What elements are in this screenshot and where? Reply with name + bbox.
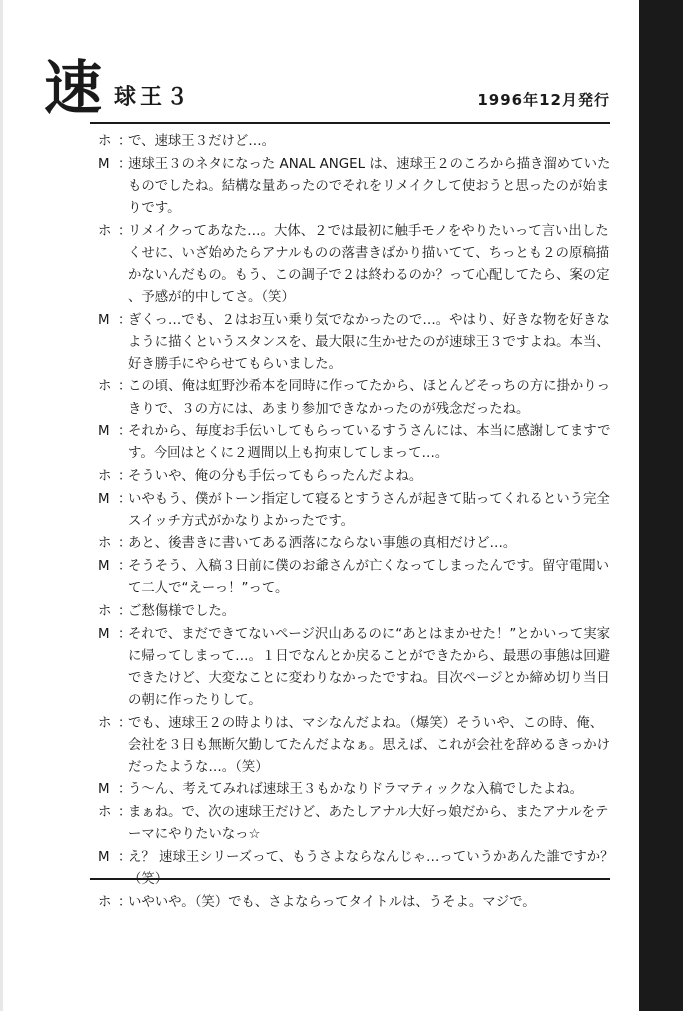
dialogue-text: 速球王３のネタになった ANAL ANGEL は、速球王２のころから描き溜めていたものでしたね。結構な量あったのでそれをリメイクして使おうと思ったのが始まりです。 [128, 156, 611, 216]
dialogue-text: う～ん、考えてみれば速球王３もかなりドラマティックな入稿でしたよね。 [128, 782, 584, 798]
title-subtitle: 球王３ [114, 85, 193, 110]
speaker-colon: ： [118, 156, 132, 172]
speaker-label: M [98, 626, 110, 642]
dialogue-line [98, 466, 614, 488]
dialogue-line [98, 533, 614, 555]
dialogue-text: ご愁傷様でした。 [128, 603, 236, 619]
page-edge-bar [639, 0, 683, 1011]
dialogue-text: まぁね。で、次の速球王だけど、あたしアナル大好っ娘だから、またアナルをテーマにやりたいなっ☆ [128, 805, 609, 843]
speaker-label: ホ [98, 894, 112, 910]
dialogue-list [98, 131, 614, 914]
dialogue-line [98, 131, 614, 153]
dialogue-text: リメイクってあなた…。大体、２では最初に触手モノをやりたいって言い出したくせに、いざ始めたらアナルものの落書きばかり描いてて、ちっとも２の原稿描かないんだもの。もう、この調子で２は終わるのか？って心配してたら、案の定、予感が的中してさ。（笑） [128, 223, 610, 305]
speaker-colon: ： [118, 424, 132, 440]
speaker-colon: ： [118, 468, 132, 484]
speaker-colon: ： [118, 134, 132, 149]
dialogue-line [98, 376, 614, 420]
speaker-colon: ： [118, 603, 132, 619]
dialogue-line [98, 421, 614, 465]
dialogue-text: いやもう、僕がトーン指定して寝るとすうさんが起きて貼ってくれるという完全スイッチ方式がかなりよかったです。 [128, 491, 610, 529]
dialogue-line [98, 779, 614, 801]
speaker-label: ホ [98, 379, 112, 395]
speaker-label: M [98, 312, 110, 328]
dialogue-text: そういや、俺の分も手伝ってもらったんだよね。 [128, 468, 423, 484]
speaker-colon: ： [118, 223, 132, 239]
dialogue-text: そうそう、入稿３日前に僕のお爺さんが亡くなってしまったんです。留守電聞いて二人で“えーっ！”って。 [128, 559, 609, 597]
speaker-label: ホ [98, 223, 112, 239]
speaker-label: M [98, 849, 110, 865]
title-large-kanji: 速 [44, 54, 103, 122]
dialogue-line [98, 556, 614, 600]
speaker-label: M [98, 424, 110, 440]
dialogue-text: この頃、俺は虹野沙希本を同時に作ってたから、ほとんどそっちの方に掛かりっきりで、３の方には、あまり参加できなかったのが残念だったね。 [128, 379, 611, 417]
dialogue-line [98, 624, 614, 712]
speaker-label: ホ [98, 468, 112, 484]
speaker-colon: ： [118, 805, 132, 821]
dialogue-line [98, 221, 614, 309]
speaker-label: M [98, 156, 110, 172]
speaker-label: M [98, 491, 110, 507]
dialogue-text: でも、速球王２の時よりは、マシなんだよね。（爆笑）そういや、この時、俺、会社を３日も無断欠勤してたんだよなぁ。思えば、これが会社を辞めるきっかけだったような…。（笑） [128, 715, 611, 775]
speaker-colon: ： [118, 559, 132, 575]
top-divider [90, 122, 610, 124]
speaker-colon: ： [118, 894, 132, 910]
speaker-colon: ： [118, 312, 132, 328]
speaker-label: ホ [98, 805, 112, 821]
dialogue-line [98, 892, 614, 914]
speaker-label: ホ [98, 715, 112, 731]
speaker-label: M [98, 782, 110, 798]
speaker-colon: ： [118, 715, 132, 731]
dialogue-line [98, 713, 614, 779]
speaker-colon: ： [118, 782, 132, 798]
speaker-colon: ： [118, 536, 132, 552]
speaker-colon: ： [118, 491, 132, 507]
dialogue-line [98, 847, 614, 891]
publication-date: 1996年12月発行 [477, 91, 610, 109]
scan-edge [0, 0, 3, 1011]
dialogue-line [98, 489, 614, 533]
speaker-label: ホ [98, 603, 112, 619]
dialogue-text: それで、まだできてないページ沢山あるのに“あとはまかせた！”とかいって実家に帰ってしまって…。１日でなんとか戻ることができたから、最悪の事態は回避できたけど、大変なことに変わりなかったですね。目次ページとか締め切り当日の朝に作ったりして。 [128, 626, 611, 708]
dialogue-line [98, 601, 614, 623]
dialogue-text: あと、後書きに書いてある洒落にならない事態の真相だけど…。 [128, 536, 517, 552]
speaker-label: ホ [98, 536, 112, 552]
speaker-colon: ： [118, 849, 132, 865]
speaker-label: ホ [98, 134, 112, 149]
bottom-divider [90, 878, 610, 880]
speaker-colon: ： [118, 626, 132, 642]
dialogue-text: で、速球王３だけど…。 [128, 134, 276, 149]
dialogue-text: いやいや。（笑）でも、さよならってタイトルは、うそよ。マジで。 [128, 894, 536, 910]
dialogue-line [98, 310, 614, 376]
speaker-colon: ： [118, 379, 132, 395]
dialogue-text: それから、毎度お手伝いしてもらっているすうさんには、本当に感謝してますです。今回はとくに２週間以上も拘束してしまって…。 [128, 424, 611, 462]
dialogue-text: ぎくっ…でも、２はお互い乗り気でなかったので…。やはり、好きな物を好きなように描くというスタンスを、最大限に生かせたのが速球王３ですよね。本当、好き勝手にやらせてもらいました。 [128, 312, 610, 372]
speaker-label: M [98, 559, 110, 575]
dialogue-line [98, 154, 614, 220]
dialogue-text: え？ 速球王シリーズって、もうさよならなんじゃ…っていうかあんた誰ですか？ [128, 849, 614, 865]
dialogue-line [98, 802, 614, 846]
